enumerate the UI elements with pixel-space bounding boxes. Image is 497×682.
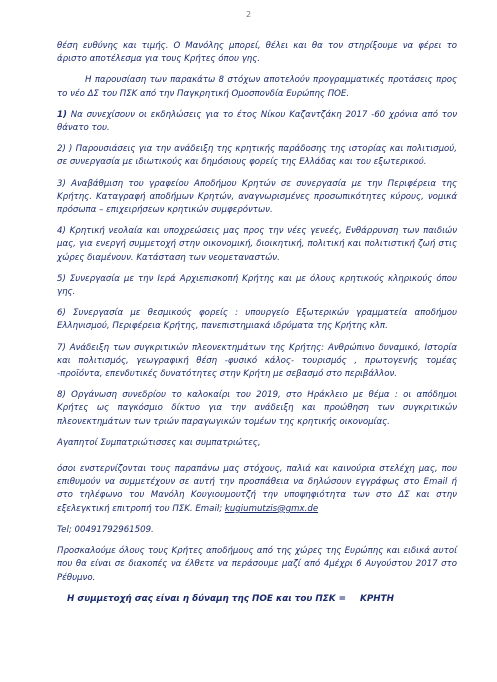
goal-text: Συνεργασία με την Ιερά Αρχιεπισκοπή Κρήτης και με όλους κρητικούς κληρικούς όπου γης. xyxy=(57,273,457,298)
goal-number: 6) xyxy=(57,308,66,319)
closing-crete: ΚΡΗΤΗ xyxy=(360,593,395,604)
goal-number: 3) xyxy=(57,178,66,189)
presentation-paragraph: Η παρουσίαση των παρακάτω 8 στόχων αποτελούν προγραμματικές προτάσεις προς το νέο ΔΣ του ΠΣΚ από την Παγκρητική Ομοσπονδία Ευρώπης ΠΟΕ. xyxy=(57,75,457,99)
goal-item xyxy=(57,225,457,265)
email-link[interactable]: kugiumutzis@gmx.de xyxy=(224,503,319,514)
goal-item xyxy=(57,273,457,299)
goal-text: ) Παρουσιάσεις για την ανάδειξη της κρητικής παράδοσης της ιστορίας και πολιτισμού, σε συνεργασία με ιδιωτικούς και δημόσιους φορείς της Ελλάδας και του εξωτερικού. xyxy=(57,144,458,168)
closing-line xyxy=(67,593,457,606)
goal-number: 8) xyxy=(57,390,66,401)
phone-line: Tel; 00491792961509. xyxy=(57,524,154,535)
goal-text: Κρητική νεολαία και υποχρεώσεις μας προς την νέες γενεές, Ενθάρρυνση των παιδιών μας, για ενεργή συμμετοχή στην οικονομική, διοικητική, πολιτική και πολιτιστική ζωή στις χώρες διαμένουν. Κατάσταση των νεομεταναστών. xyxy=(57,226,457,263)
goal-item xyxy=(57,109,457,135)
goal-text: Αναβάθμιση του γραφείου Αποδήμου Κρητών σε συνεργασία με την Περιφέρεια της Κρήτης. Καταγραφή αποδήμων Κρητών, αναγνωρισμένες προσωπικότητες κύρους, νομικά πρόσωπα – επιχειρήσεων κρητικών συμφερόντων. xyxy=(57,178,457,216)
goal-number: 4) xyxy=(57,226,66,237)
goal-text: Οργάνωση συνεδρίου το καλοκαίρι του 2019, στο Ηράκλειο με θέμα : οι απόδημοι Κρήτες ως παγκόσμιο δίκτυο για την ανάδειξη και προώθηση των συγκριτικών πλεονεκτημάτων των τριών παραγωγικών τομέων της κρητικής οικονομίας. xyxy=(57,390,457,427)
greeting: Αγαπητοί Συμπατριώτισσες και συμπατριώτες, xyxy=(57,437,261,448)
goal-number: 1) xyxy=(57,109,67,120)
intro-paragraph: θέση ευθύνης και τιμής. Ο Μανόλης μπορεί, θέλει και θα τον στηρίξουμε να φέρει το άριστο αποτέλεσμα για τους Κρήτες όπου γης. xyxy=(57,41,457,65)
goal-text: Συνεργασία με θεσμικούς φορείς : υπουργείο Εξωτερικών γραμματεία αποδήμου Ελληνισμού, Περιφέρεια Κρήτης, πανεπιστημιακά ιδρύματα της Κρήτης κλπ. xyxy=(57,308,457,332)
goal-number: 2) xyxy=(57,144,66,155)
goal-item xyxy=(57,342,457,382)
goal-number: 7) xyxy=(57,342,66,353)
goals-list xyxy=(57,109,457,437)
goal-item xyxy=(57,389,457,429)
goal-item xyxy=(57,178,457,218)
goal-text: Να συνεχίσουν οι εκδηλώσεις για το έτος Νίκου Καζαντζάκη 2017 -60 χρόνια από τον θάνατο του. xyxy=(57,109,458,134)
goal-item xyxy=(57,307,457,333)
call-paragraph xyxy=(57,463,457,516)
goal-number: 5) xyxy=(57,273,66,284)
closing-text: Η συμμετοχή σας είναι η δύναμη της ΠΟΕ και του ΠΣΚ = xyxy=(67,593,347,604)
goal-text: Ανάδειξη των συγκριτικών πλεονεκτημάτων της Κρήτης: Ανθρώπινο δυναμικό, Ιστορία και πολιτισμός, γεωγραφική θέση -φυσικό κάλος- τουρισμός , πρωτογενής τομέας -προϊόντα, επενδυτικές δυνατότητες στην Κρήτη με σεβασμό στο περιβάλλον. xyxy=(57,342,457,380)
invitation-paragraph: Προσκαλούμε όλους τους Κρήτες αποδήμους από της χώρες της Ευρώπης και ειδικά αυτοί που θα είναι σε διακοπές να έλθετε να περάσουμε μαζί από 4μέχρι 6 Αυγούστου 2017 στο Ρέθυμνο. xyxy=(57,546,457,583)
letter-body xyxy=(57,40,457,606)
call-text: όσοι ενστερνίζονται τους παραπάνω μας στόχους, παλιά και καινούρια στελέχη μας, που επιθυμούν να συμμετέχουν σε αυτή την προσπάθεια να δηλώσουν εγγράφως στο Email ή στο τηλέφωνο του Μανόλη Κουγιουμουτζή την υποψηφιότητα των στο ΔΣ και στην εξελεγκτική επιτροπή του ΠΣΚ. Email; xyxy=(57,464,457,514)
page-number: 2 xyxy=(245,10,252,19)
goal-item xyxy=(57,143,457,169)
